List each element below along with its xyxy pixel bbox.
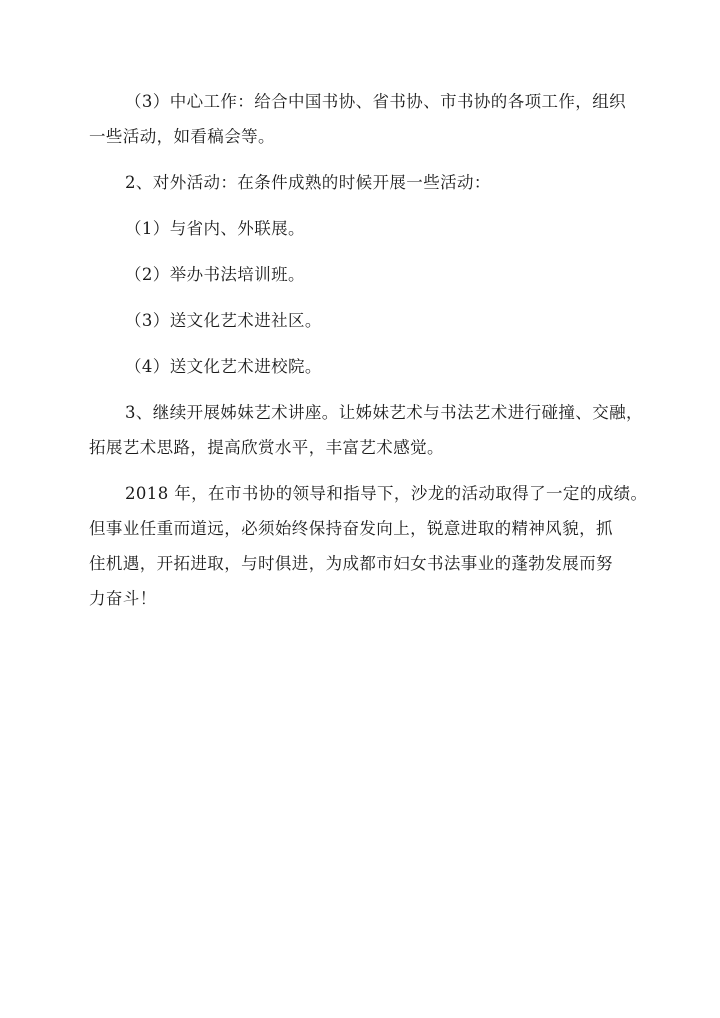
paragraph-line: （1）与省内、外联展。 [125,219,305,238]
list-item-community [89,303,637,338]
paragraph-line: 力奋斗！ [89,589,157,608]
paragraph-external-activities [89,165,637,200]
list-item-school [89,349,637,384]
paragraph-line: （3）送文化艺术进社区。 [125,311,322,330]
document-body [89,84,648,616]
paragraph-line: 3、继续开展姊妹艺术讲座。让姊妹艺术与书法艺术进行碰撞、交融， [125,403,643,422]
paragraph-line: （3）中心工作：给合中国书协、省书协、市书协的各项工作，组织 [125,92,626,111]
paragraph-line: 住机遇，开拓进取，与时俱进，为成都市妇女书法事业的蓬勃发展而努 [89,554,613,573]
list-item-training-class [89,257,637,292]
paragraph-conclusion [89,476,648,616]
paragraph-line: 但事业任重而道远，必须始终保持奋发向上，锐意进取的精神风貌，抓 [89,519,613,538]
paragraph-line: 拓展艺术思路，提高欣赏水平，丰富艺术感觉。 [89,438,444,457]
paragraph-line: （4）送文化艺术进校院。 [125,357,322,376]
paragraph-line: 2018 年，在市书协的领导和指导下，沙龙的活动取得了一定的成绩。 [125,484,648,503]
paragraph-line: （2）举办书法培训班。 [125,265,305,284]
paragraph-line: 一些活动，如看稿会等。 [89,127,275,146]
paragraph-line: 2、对外活动：在条件成熟的时候开展一些活动： [125,173,491,192]
list-item-joint-exhibition [89,211,637,246]
paragraph-work-item-3 [89,84,637,154]
paragraph-sister-arts-lectures [89,395,643,465]
